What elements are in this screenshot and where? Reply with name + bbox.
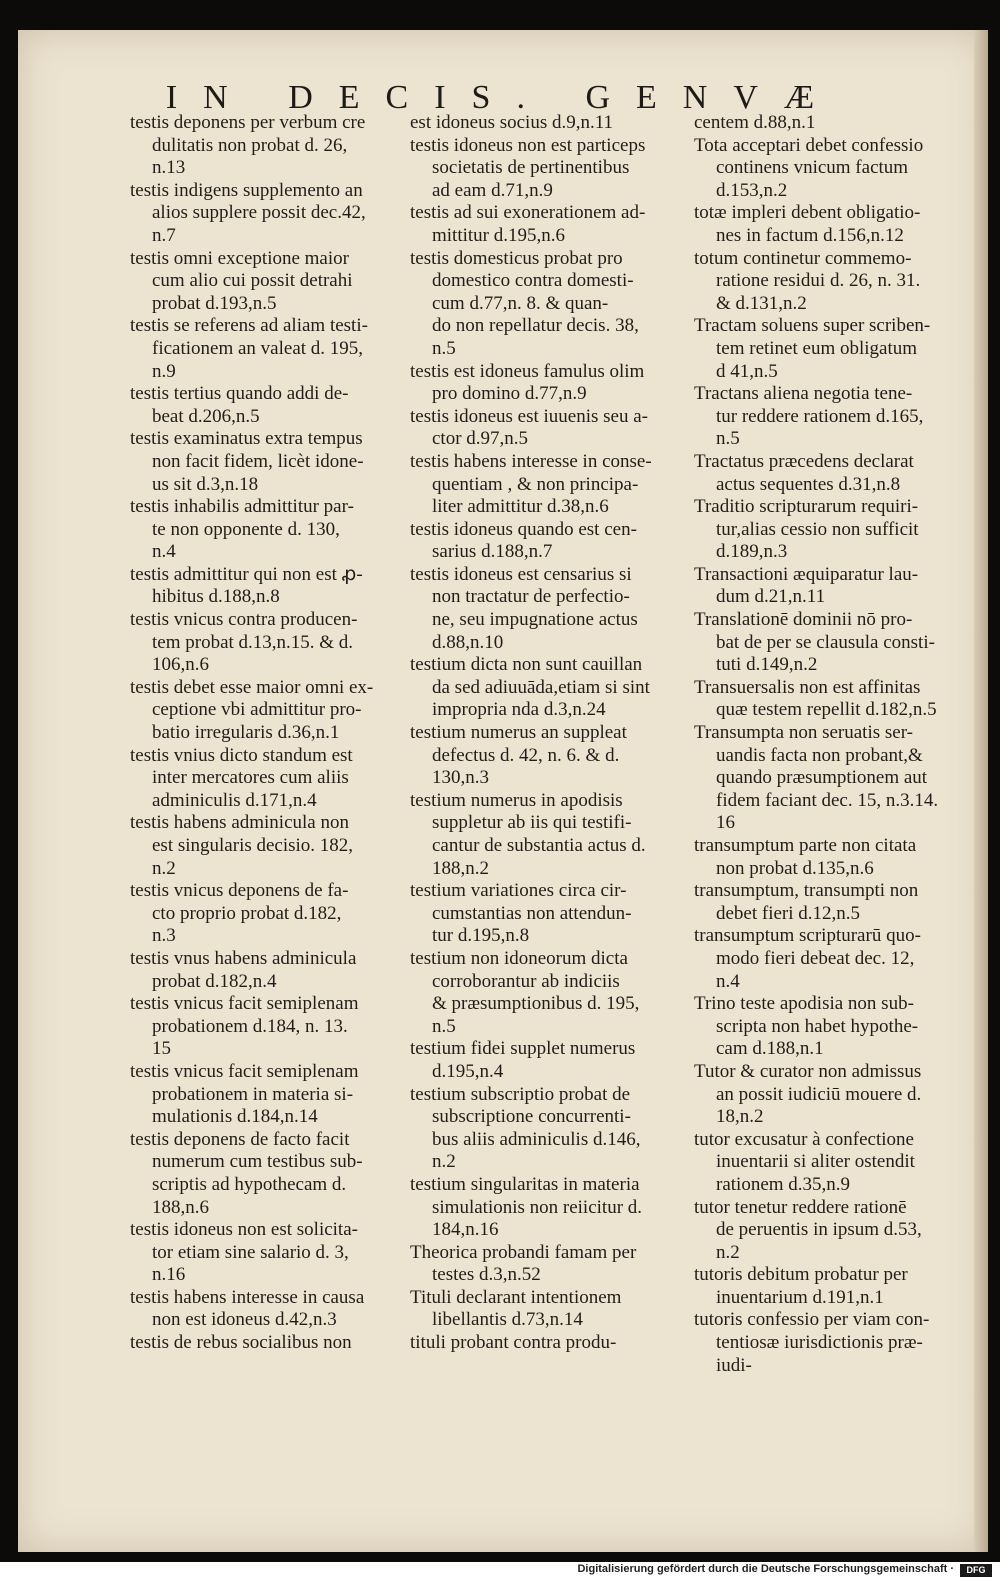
index-entry	[410, 135, 685, 203]
entry-line: adminiculis d.171,n.4	[152, 789, 317, 811]
entry-line: quæ testem repellit d.182,n.5	[716, 699, 937, 721]
index-entry	[410, 1242, 685, 1287]
entry-line: est idoneus socius d.9,n.11	[410, 112, 614, 133]
index-entry	[694, 135, 971, 203]
entry-line: cam d.188,n.1	[716, 1038, 824, 1060]
entry-line: testis idoneus non est solicita-	[130, 1219, 358, 1241]
entry-line: defectus d. 42, n. 6. & d.	[432, 744, 620, 766]
entry-line: 16	[716, 812, 735, 834]
entry-line: transumptum parte non citata	[694, 835, 917, 856]
entry-line: 15	[152, 1038, 171, 1060]
entry-line: tem retinet eum obligatum	[716, 337, 918, 359]
index-entry	[410, 406, 685, 451]
index-entry	[410, 248, 685, 361]
entry-line: cum alio cui possit detrahi	[152, 270, 353, 292]
index-entry	[130, 315, 398, 383]
entry-line: 130,n.3	[432, 767, 489, 789]
index-entry	[130, 1129, 398, 1219]
entry-line: cantur de substantia actus d.	[432, 835, 646, 856]
index-entry	[410, 564, 685, 654]
index-entry	[694, 202, 971, 247]
entry-line: alios supplere possit dec.42,	[152, 202, 366, 224]
entry-line: d.88,n.10	[432, 631, 504, 653]
index-entry	[410, 1038, 685, 1083]
index-entry	[694, 112, 971, 135]
entry-line: ctor d.97,n.5	[432, 428, 529, 450]
entry-line: tur reddere rationem d.165,	[716, 405, 924, 427]
entry-line: testis vnicus contra producen-	[130, 609, 358, 631]
entry-line: non probat d.135,n.6	[716, 857, 874, 879]
entry-line: liter admittitur d.38,n.6	[432, 496, 609, 518]
entry-line: dum d.21,n.11	[716, 586, 826, 608]
index-entry	[694, 993, 971, 1061]
entry-line: testis admittitur qui non est ꝓ-	[130, 563, 363, 585]
index-entry	[410, 1287, 685, 1332]
entry-line: mulationis d.184,n.14	[152, 1106, 318, 1128]
entry-line: d.195,n.4	[432, 1060, 504, 1082]
index-entry	[130, 745, 398, 813]
index-entry	[694, 248, 971, 316]
index-entry	[410, 519, 685, 564]
entry-line: testis vnicus deponens de fa-	[130, 880, 349, 902]
index-entry	[130, 948, 398, 993]
entry-line: n.3	[152, 925, 176, 947]
entry-line: de peruentis in ipsum d.53,	[716, 1219, 922, 1241]
entry-line: probationem in materia si-	[152, 1083, 354, 1105]
entry-line: ceptione vbi admittitur pro-	[152, 699, 362, 721]
entry-line: centem d.88,n.1	[694, 112, 816, 133]
entry-line: an possit iudiciū mouere d.	[716, 1083, 922, 1105]
index-entry	[410, 202, 685, 247]
entry-line: scriptis ad hypothecam d.	[152, 1173, 347, 1195]
index-entry	[410, 722, 685, 790]
entry-line: bat de per se clausula consti-	[716, 631, 935, 653]
entry-line: nes in factum d.156,n.12	[716, 224, 904, 246]
funding-credit: Digitalisierung gefördert durch die Deutsche Forschungsgemeinschaft ·	[577, 1563, 954, 1575]
entry-line: Trino teste apodisia non sub-	[694, 993, 914, 1015]
entry-line: testes d.3,n.52	[432, 1264, 541, 1286]
index-entry	[410, 790, 685, 880]
entry-line: testis est idoneus famulus olim	[410, 360, 645, 382]
index-entry	[694, 880, 971, 925]
entry-line: tutor tenetur reddere rationē	[694, 1196, 907, 1218]
entry-line: do non repellatur decis. 38,	[432, 315, 639, 337]
index-entry	[130, 564, 398, 609]
entry-line: quando præsumptionem aut	[716, 767, 928, 789]
index-entry	[130, 677, 398, 745]
entry-line: probationem d.184, n. 13.	[152, 1015, 348, 1037]
entry-line: testis habens adminicula non	[130, 812, 349, 834]
entry-line: Traditio scripturarum requiri-	[694, 496, 919, 518]
entry-line: n.2	[432, 1151, 456, 1173]
entry-line: testis habens interesse in causa	[130, 1286, 365, 1308]
entry-line: n.16	[152, 1264, 186, 1286]
index-entry	[694, 496, 971, 564]
entry-line: tutoris debitum probatur per	[694, 1264, 908, 1286]
entry-line: 188,n.2	[432, 857, 489, 879]
entry-line: testis inhabilis admittitur par-	[130, 496, 354, 518]
entry-line: Tutor & curator non admissus	[694, 1060, 922, 1082]
index-entry	[410, 361, 685, 406]
entry-line: Translationē dominii nō pro-	[694, 609, 913, 631]
entry-line: testium dicta non sunt cauillan	[410, 654, 643, 676]
entry-line: Theorica probandi famam per	[410, 1241, 637, 1263]
index-entry	[130, 1219, 398, 1287]
entry-line: actus sequentes d.31,n.8	[716, 473, 901, 495]
entry-line: n.4	[716, 970, 740, 992]
index-entry	[130, 1061, 398, 1129]
entry-line: totæ impleri debent obligatio-	[694, 202, 921, 224]
entry-line: suppletur ab iis qui testifi-	[432, 812, 632, 834]
index-entry	[694, 1309, 971, 1377]
entry-line: testis domesticus probat pro	[410, 247, 623, 269]
entry-line: testis deponens per verbum cre	[130, 112, 366, 133]
index-entry	[410, 948, 685, 1038]
entry-line: non est idoneus d.42,n.3	[152, 1309, 337, 1331]
entry-line: n.9	[152, 360, 176, 382]
entry-line: tur,alias cessio non sufficit	[716, 518, 919, 540]
entry-line: modo fieri debeat dec. 12,	[716, 947, 915, 969]
entry-line: testium numerus in apodisis	[410, 789, 623, 811]
entry-line: sarius d.188,n.7	[432, 541, 553, 563]
entry-line: societatis de pertinentibus	[432, 157, 630, 179]
entry-line: Tractans aliena negotia tene-	[694, 383, 913, 405]
entry-line: d.189,n.3	[716, 541, 788, 563]
entry-line: ratione residui d. 26, n. 31.	[716, 270, 921, 292]
entry-line: 184,n.16	[432, 1219, 499, 1241]
entry-line: beat d.206,n.5	[152, 405, 260, 427]
entry-line: testis idoneus quando est cen-	[410, 518, 637, 540]
index-entry	[694, 609, 971, 677]
entry-line: cum d.77,n. 8. & quan-	[432, 292, 609, 314]
index-entry	[694, 1129, 971, 1197]
entry-line: Tractam soluens super scriben-	[694, 315, 931, 337]
entry-line: iudi-	[716, 1354, 752, 1376]
entry-line: transumptum scripturarū quo-	[694, 925, 921, 947]
entry-line: da sed adiuuāda,etiam si sint	[432, 676, 650, 698]
index-entry	[130, 383, 398, 428]
index-column-left	[130, 112, 398, 1355]
entry-line: testis debet esse maior omni ex-	[130, 676, 374, 698]
entry-line: impropria nda d.3,n.24	[432, 699, 606, 721]
index-entry	[410, 880, 685, 948]
entry-line: tutoris confessio per viam con-	[694, 1309, 930, 1331]
entry-line: probat d.182,n.4	[152, 970, 277, 992]
entry-line: n.2	[716, 1241, 740, 1263]
entry-line: tituli probant contra produ-	[410, 1332, 617, 1354]
entry-line: testis tertius quando addi de-	[130, 383, 349, 405]
entry-line: debet fieri d.12,n.5	[716, 902, 861, 924]
entry-line: numerum cum testibus sub-	[152, 1151, 363, 1173]
index-entry	[130, 812, 398, 880]
index-entry	[694, 1264, 971, 1309]
entry-line: tur d.195,n.8	[432, 925, 530, 947]
index-entry	[130, 609, 398, 677]
entry-line: n.5	[432, 1015, 456, 1037]
entry-line: Tota acceptari debet confessio	[694, 134, 924, 156]
entry-line: testis idoneus non est particeps	[410, 134, 646, 156]
index-entry	[130, 880, 398, 948]
entry-line: n.4	[152, 541, 176, 563]
entry-line: non tractatur de perfectio-	[432, 586, 630, 608]
index-column-middle	[410, 112, 685, 1355]
entry-line: n.2	[152, 857, 176, 879]
entry-line: ad eam d.71,n.9	[432, 179, 553, 201]
entry-line: fidem faciant dec. 15, n.3.14.	[716, 789, 939, 811]
entry-line: & præsumptionibus d. 195,	[432, 993, 640, 1015]
entry-line: inuentarium d.191,n.1	[716, 1286, 884, 1308]
entry-line: corroborantur ab indiciis	[432, 970, 620, 992]
entry-line: libellantis d.73,n.14	[432, 1309, 583, 1331]
entry-line: te non opponente d. 130,	[152, 518, 340, 540]
index-entry	[694, 925, 971, 993]
footer-bar	[0, 1562, 1000, 1580]
entry-line: 18,n.2	[716, 1106, 764, 1128]
entry-line: n.5	[432, 337, 456, 359]
entry-line: testis vnus habens adminicula	[130, 947, 357, 969]
entry-line: testium numerus an suppleat	[410, 722, 627, 744]
entry-line: Tituli declarant intentionem	[410, 1286, 622, 1308]
entry-line: mittitur d.195,n.6	[432, 224, 565, 246]
entry-line: Transactioni æquiparatur lau-	[694, 563, 919, 585]
entry-line: n.5	[716, 428, 740, 450]
entry-line: dulitatis non probat d. 26,	[152, 134, 348, 156]
entry-line: subscriptione concurrenti-	[432, 1106, 631, 1128]
book-page	[18, 30, 988, 1552]
index-entry	[410, 1332, 685, 1355]
entry-line: tem probat d.13,n.15. & d.	[152, 631, 354, 653]
entry-line: testis indigens supplemento an	[130, 179, 363, 201]
entry-line: tentiosæ iurisdictionis præ-	[716, 1332, 923, 1354]
entry-line: testium singularitas in materia	[410, 1173, 640, 1195]
entry-line: pro domino d.77,n.9	[432, 383, 587, 405]
entry-line: tutor excusatur à confectione	[694, 1128, 914, 1150]
entry-line: testis de rebus socialibus non	[130, 1332, 352, 1354]
index-entry	[130, 496, 398, 564]
entry-line: inuentarii si aliter ostendit	[716, 1151, 915, 1173]
entry-line: testis examinatus extra tempus	[130, 428, 363, 450]
entry-line: 188,n.6	[152, 1196, 209, 1218]
index-entry	[130, 248, 398, 316]
running-head: IN DECIS. GENVÆ	[165, 79, 841, 116]
entry-line: testium non idoneorum dicta	[410, 947, 628, 969]
index-entry	[694, 722, 971, 835]
index-entry	[130, 993, 398, 1061]
entry-line: testis vnicus facit semiplenam	[130, 993, 359, 1015]
entry-line: Transuersalis non est affinitas	[694, 676, 921, 698]
entry-line: simulationis non reiicitur d.	[432, 1196, 643, 1218]
entry-line: Transumpta non seruatis ser-	[694, 722, 913, 744]
entry-line: est singularis decisio. 182,	[152, 835, 354, 856]
index-entry	[694, 1197, 971, 1265]
entry-line: tuti d.149,n.2	[716, 654, 818, 676]
entry-line: bus aliis adminiculis d.146,	[432, 1128, 641, 1150]
index-entry	[694, 451, 971, 496]
index-entry	[694, 383, 971, 451]
entry-line: hibitus d.188,n.8	[152, 586, 280, 608]
entry-line: testis ad sui exonerationem ad-	[410, 202, 646, 224]
index-entry	[694, 1061, 971, 1129]
entry-line: testis vnicus facit semiplenam	[130, 1060, 359, 1082]
entry-line: totum continetur commemo-	[694, 247, 912, 269]
entry-line: quentiam , & non principa-	[432, 473, 639, 495]
index-entry	[694, 677, 971, 722]
entry-line: tor etiam sine salario d. 3,	[152, 1241, 349, 1263]
entry-line: batio irregularis d.36,n.1	[152, 722, 340, 744]
entry-line: testis idoneus est censarius si	[410, 563, 632, 585]
entry-line: ficationem an valeat d. 195,	[152, 337, 364, 359]
entry-line: testis vnius dicto standum est	[130, 744, 353, 766]
entry-line: inter mercatores cum aliis	[152, 767, 349, 789]
index-entry	[410, 654, 685, 722]
entry-line: scripta non habet hypothe-	[716, 1015, 919, 1037]
entry-line: cto proprio probat d.182,	[152, 902, 342, 924]
entry-line: cumstantias non attendun-	[432, 902, 632, 924]
index-entry	[130, 1287, 398, 1332]
entry-line: domestico contra domesti-	[432, 270, 634, 292]
index-entry	[410, 451, 685, 519]
entry-line: testis se referens ad aliam testi-	[130, 315, 368, 337]
entry-line: 106,n.6	[152, 654, 209, 676]
index-entry	[130, 112, 398, 180]
entry-line: d 41,n.5	[716, 360, 778, 382]
entry-line: ne, seu impugnatione actus	[432, 609, 638, 631]
entry-line: testis idoneus est iuuenis seu a-	[410, 405, 648, 427]
index-entry	[694, 315, 971, 383]
entry-line: n.13	[152, 157, 186, 179]
index-entry	[694, 564, 971, 609]
index-entry	[130, 180, 398, 248]
entry-line: continens vnicum factum	[716, 157, 909, 179]
entry-line: testium variationes circa cir-	[410, 880, 627, 902]
entry-line: Tractatus præcedens declarat	[694, 450, 914, 472]
entry-line: uandis facta non probant,&	[716, 744, 923, 766]
dfg-logo: DFG	[960, 1564, 992, 1577]
entry-line: testis deponens de facto facit	[130, 1128, 350, 1150]
index-entry	[410, 112, 685, 135]
page-edge	[974, 30, 988, 1552]
entry-line: testium subscriptio probat de	[410, 1083, 631, 1105]
entry-line: rationem d.35,n.9	[716, 1173, 851, 1195]
entry-line: n.7	[152, 224, 176, 246]
entry-line: testis habens interesse in conse-	[410, 450, 652, 472]
entry-line: non facit fidem, licèt idone-	[152, 450, 364, 472]
index-entry	[130, 1332, 398, 1355]
index-entry	[694, 835, 971, 880]
index-column-right	[694, 112, 971, 1377]
index-entry	[130, 428, 398, 496]
index-entry	[410, 1084, 685, 1174]
entry-line: & d.131,n.2	[716, 292, 807, 314]
entry-line: d.153,n.2	[716, 179, 788, 201]
entry-line: transumptum, transumpti non	[694, 880, 919, 902]
entry-line: us sit d.3,n.18	[152, 473, 259, 495]
entry-line: testium fidei supplet numerus	[410, 1038, 636, 1060]
entry-line: testis omni exceptione maior	[130, 247, 349, 269]
entry-line: probat d.193,n.5	[152, 292, 277, 314]
index-entry	[410, 1174, 685, 1242]
